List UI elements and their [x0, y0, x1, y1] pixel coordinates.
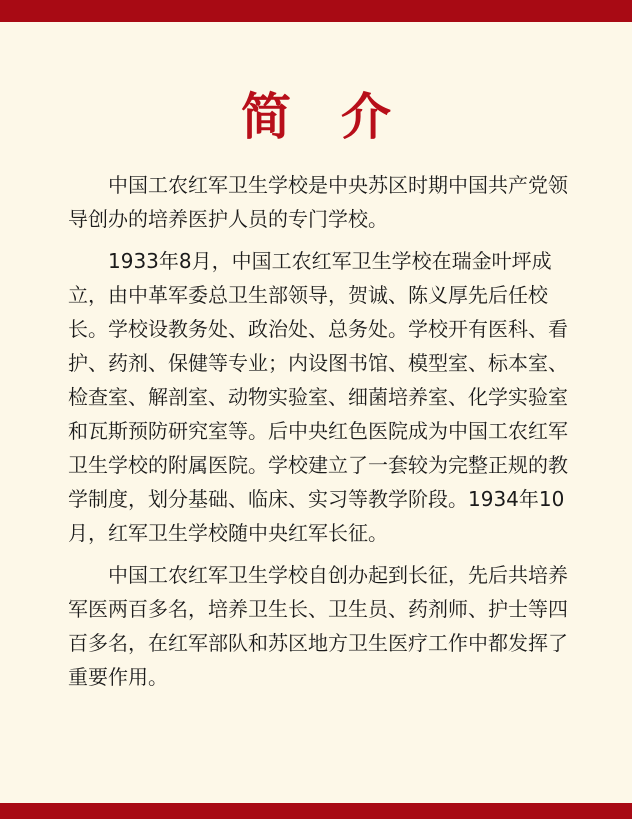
top-border-band	[0, 0, 632, 22]
paragraph-intro: 中国工农红军卫生学校是中央苏区时期中国共产党领导创办的培养医护人员的专门学校。	[68, 173, 568, 231]
page-title: 简介	[241, 88, 441, 146]
bottom-border-band	[0, 803, 632, 819]
intro-body	[68, 168, 568, 702]
paragraph-history: 1933年8月，中国工农红军卫生学校在瑞金叶坪成立，由中革军委总卫生部领导，贺诚、陈义厚先后任校长。学校设教务处、政治处、总务处。学校开有医科、看护、药剂、保健等专业；内设图书馆、模型室、标本室、检查室、解剖室、动物实验室、细菌培养室、化学实验室和瓦斯预防研究室等。后中央红色医院成为中国工农红军卫生学校的附属医院。学校建立了一套较为完整正规的教学制度，划分基础、临床、实习等教学阶段。1934年10月，红军卫生学校随中央红军长征。	[68, 249, 568, 545]
paragraph-achievements: 中国工农红军卫生学校自创办起到长征，先后共培养军医两百多名，培养卫生长、卫生员、药剂师、护士等四百多名，在红军部队和苏区地方卫生医疗工作中都发挥了重要作用。	[68, 563, 568, 689]
